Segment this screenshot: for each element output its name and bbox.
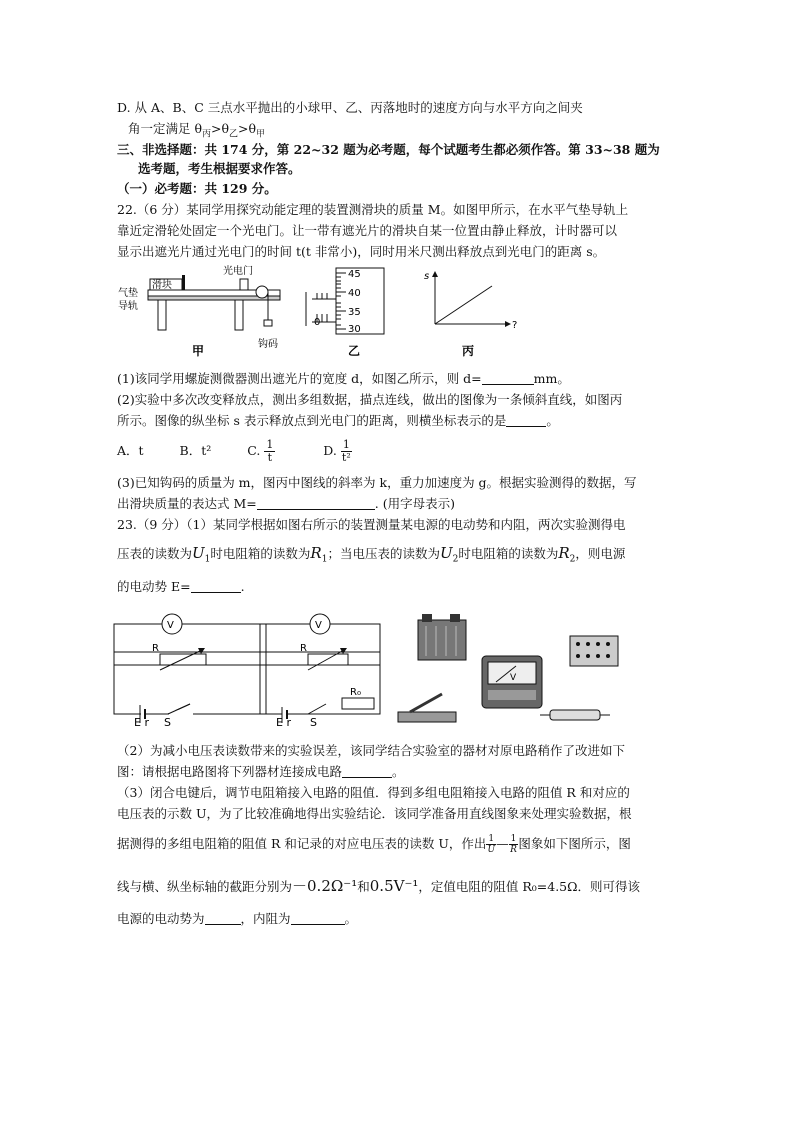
q22-line1: 22.（6 分）某同学用探究动能定理的装置测滑块的质量 M。如图甲所示，在水平气垫导轨上 bbox=[117, 202, 629, 217]
circuit-diagram-1 bbox=[114, 614, 266, 729]
q23-circuits bbox=[110, 612, 630, 730]
option-b: B．t² bbox=[179, 443, 212, 458]
q23-line3: 的电动势 E= . bbox=[117, 579, 245, 594]
figure-micrometer bbox=[306, 268, 384, 358]
q22-part2-line2: 所示。图像的纵坐标 s 表示释放点到光电门的距离，则横坐标表示的是 。 bbox=[117, 413, 559, 428]
graph-x-axis-label: ? bbox=[512, 320, 518, 331]
q23-part3-line3: 据测得的多组电阻箱的阻值 R 和记录的对应电压表的读数 U，作出 $\frac{1}{U}$ — $\frac{1}{R}$ 图象如下图所示，图 bbox=[117, 834, 631, 855]
knife-switch-image bbox=[398, 694, 456, 722]
circuit-diagram-2 bbox=[260, 614, 380, 729]
q23-part3-line2: 电压表的示数 U，为了比较准确地得出实验结论．该同学准备用直线图象来处理实验数据，根 bbox=[117, 806, 632, 821]
section3-heading-line2: 选考题，考生根据要求作答。 bbox=[138, 161, 301, 176]
resistor-r0-label: R₀ bbox=[350, 687, 361, 698]
q22-part3-line1: (3)已知钩码的质量为 m，图丙中图线的斜率为 k，重力加速度为 g。根据实验测得的数据，写 bbox=[117, 475, 637, 490]
answer-blank[interactable] bbox=[257, 497, 375, 510]
rheostat-label: R bbox=[152, 643, 159, 654]
figure-label-b: 乙 bbox=[348, 344, 361, 358]
resistance-box-image bbox=[570, 636, 618, 666]
battery-label: E r bbox=[134, 716, 149, 729]
section3-heading-line1: 三、非选择题：共 174 分，第 22~32 题为必考题，每个试题考生都必须作答。第 33~38 题为 bbox=[117, 142, 660, 157]
voltmeter-image bbox=[482, 656, 542, 708]
figure-label-c: 丙 bbox=[462, 344, 475, 358]
micrometer-tick: 35 bbox=[348, 307, 361, 318]
micrometer-zero: 0 bbox=[314, 317, 321, 328]
battery-label: E r bbox=[276, 716, 291, 729]
air-track-label-2: 导轨 bbox=[118, 301, 138, 312]
fixed-resistor-image bbox=[540, 710, 610, 720]
q22-figures bbox=[110, 262, 530, 367]
battery-pack-image bbox=[418, 614, 466, 660]
figure-s-graph bbox=[424, 271, 517, 358]
q23-part2-line1: （2）为减小电压表读数带来的实验误差，该同学结合实验室的器材对原电路稍作了改进如下 bbox=[117, 743, 625, 758]
q22-options bbox=[117, 432, 352, 470]
option-a: A．t bbox=[117, 443, 144, 458]
figure-air-track bbox=[118, 264, 280, 358]
figure-label-a: 甲 bbox=[192, 344, 205, 358]
q22-part3-line2: 出滑块质量的表达式 M= . (用字母表示) bbox=[117, 496, 455, 511]
graph-y-axis-label: s bbox=[424, 271, 430, 282]
q23-part3-line4: 线与横、纵坐标轴的截距分别为－0.2Ω⁻¹和0.5V⁻¹，定值电阻的阻值 R₀=4.5Ω．则可得该 bbox=[117, 877, 641, 895]
answer-blank[interactable] bbox=[342, 765, 392, 778]
option-c: C. $\frac{1}{t}$ bbox=[247, 438, 274, 464]
voltmeter-label: V bbox=[167, 620, 174, 631]
micrometer-tick: 30 bbox=[348, 324, 361, 335]
q23-part3-line5: 电源的电动势为 ，内阻为 。 bbox=[117, 911, 358, 926]
voltmeter-label: V bbox=[315, 620, 322, 631]
option-d-line1: D. 从 A、B、C 三点水平抛出的小球甲、乙、丙落地时的速度方向与水平方向之间夹 bbox=[117, 100, 583, 115]
slider-label: 滑块 bbox=[152, 280, 172, 291]
q23-part2-line2: 图：请根据电路图将下列器材连接成电路 。 bbox=[117, 764, 405, 779]
answer-blank[interactable] bbox=[506, 414, 546, 427]
q22-part1: (1)该同学用螺旋测微器测出遮光片的宽度 d，如图乙所示，则 d= mm。 bbox=[117, 371, 570, 386]
switch-label: S bbox=[164, 716, 171, 729]
q23-part3-line1: （3）闭合电键后，调节电阻箱接入电路的阻值．得到多组电阻箱接入电路的阻值 R 和对应的 bbox=[117, 785, 630, 800]
switch-label: S bbox=[310, 716, 317, 729]
q23-line1: 23.（9 分）（1）某同学根据如图右所示的装置测量某电源的电动势和内阻，两次实验测得电 bbox=[117, 517, 626, 532]
photogate-label: 光电门 bbox=[223, 266, 253, 277]
q22-line2: 靠近定滑轮处固定一个光电门。让一带有遮光片的滑块自某一位置由静止释放，计时器可以 bbox=[117, 223, 618, 238]
micrometer-tick: 40 bbox=[348, 288, 361, 299]
svg-text:V: V bbox=[510, 673, 517, 683]
answer-blank[interactable] bbox=[482, 372, 534, 385]
rheostat-label: R bbox=[300, 643, 307, 654]
required-heading: （一）必考题：共 129 分。 bbox=[117, 181, 277, 196]
q22-line3: 显示出遮光片通过光电门的时间 t(t 非常小)，同时用米尺测出释放点到光电门的距离 s。 bbox=[117, 244, 606, 259]
q22-part2-line1: (2)实验中多次改变释放点，测出多组数据，描点连线，做出的图像为一条倾斜直线，如图丙 bbox=[117, 392, 623, 407]
option-d-line2: 角一定满足 $\theta_丙>\theta_乙>\theta_甲$ bbox=[128, 121, 266, 140]
micrometer-tick: 45 bbox=[348, 269, 361, 280]
answer-blank[interactable] bbox=[205, 912, 241, 925]
option-d: D. $\frac{1}{\text{t²}}$ bbox=[323, 438, 351, 464]
answer-blank[interactable] bbox=[191, 580, 241, 593]
q23-line2: 压表的读数为$U_1$时电阻箱的读数为$R_1$；当电压表的读数为$U_2$时电阻箱的读数为$R_2$，则电源 bbox=[117, 544, 626, 565]
hook-weight-label: 钩码 bbox=[258, 339, 278, 350]
air-track-label-1: 气垫 bbox=[118, 288, 138, 299]
answer-blank[interactable] bbox=[291, 912, 345, 925]
